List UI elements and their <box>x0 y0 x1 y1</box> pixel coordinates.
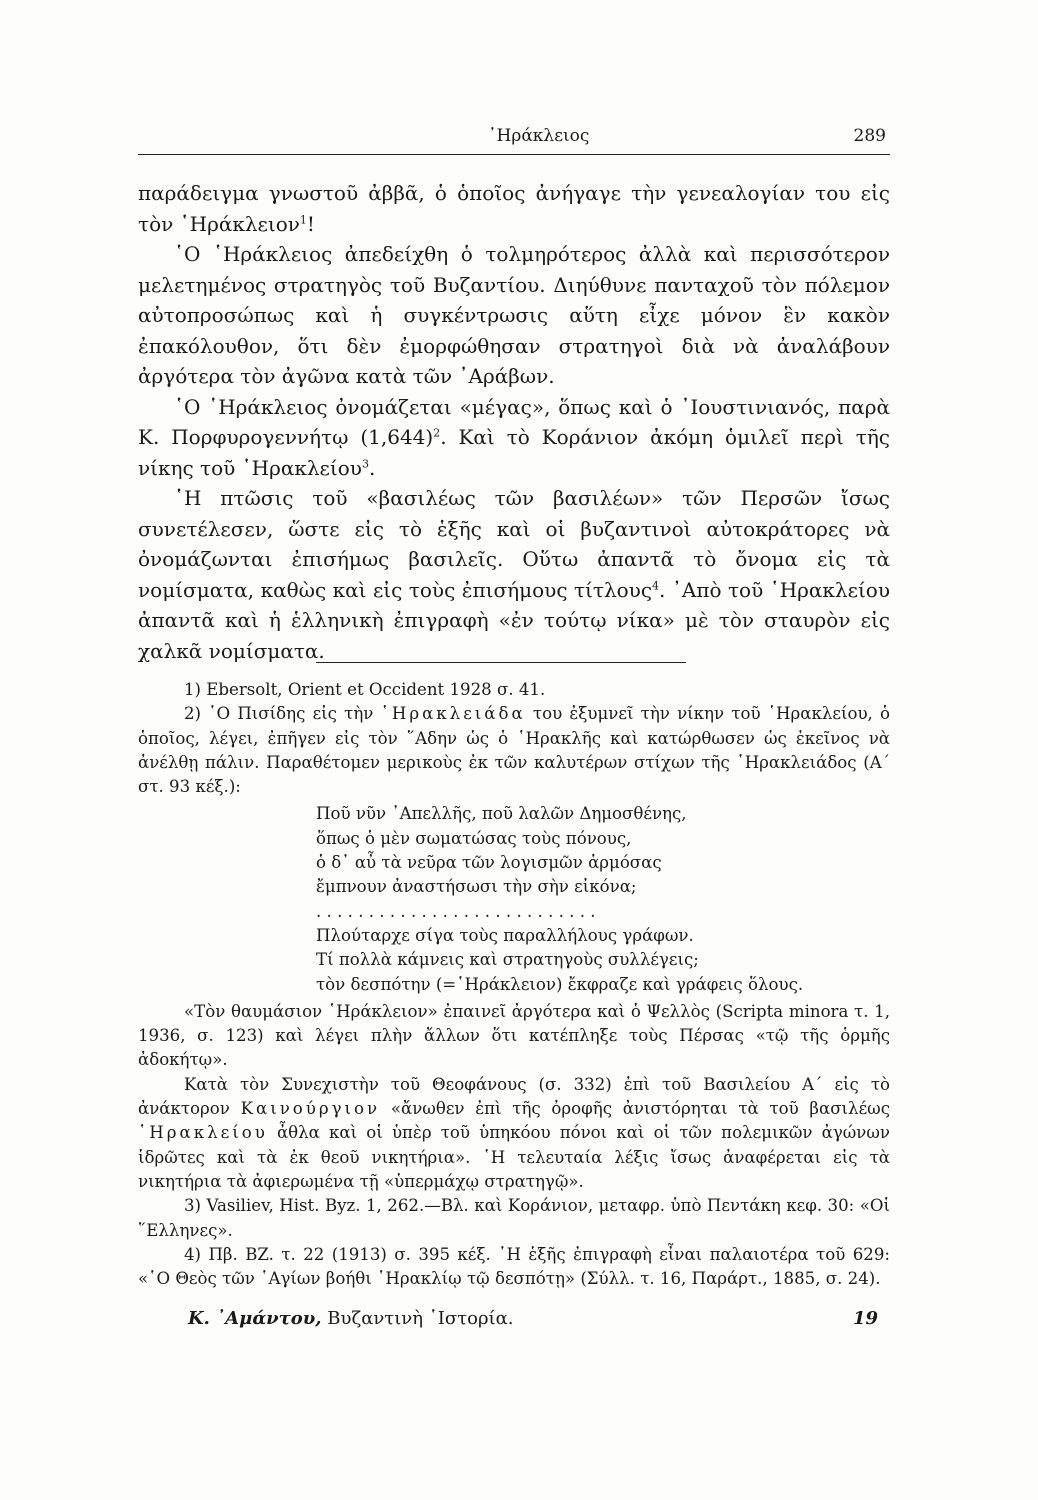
spaced-title: ῾Ηρακλειάδα <box>380 704 526 724</box>
footnotes <box>138 678 890 1291</box>
verse-line: Πλούταρχε σίγα τοὺς παραλλήλους γράφων. <box>316 925 694 945</box>
spaced-name: ῾Ηρακλείου <box>138 1123 268 1143</box>
running-title: ᾿Ηράκλειος <box>488 126 590 146</box>
footnote-ref-2: 2 <box>433 426 441 440</box>
paragraph-4: ῾Η πτῶσις τοῦ «βασιλέως τῶν βασιλέων» τῶν Περσῶν ἴσως συνετέλεσεν, ὥστε εἰς τὸ ἑξῆς καὶ οἱ βυζαντινοὶ αὐτοκράτορες νὰ ὀνομάζωνται ἐπισήμως βασιλεῖς. Οὕτω ἀπαντᾶ τὸ ὄνομα εἰς τὰ νομίσματα, καθὼς καὶ εἰς τοὺς ἐπισήμους τίτλους$^4$. ᾿Απὸ τοῦ ῾Ηρακλείου ἀπαντᾶ καὶ ἡ ἑλληνικὴ ἐπιγραφὴ «ἐν τούτῳ νίκα» μὲ τὸν σταυρὸν εἰς χαλκᾶ νομίσματα. <box>138 486 891 663</box>
verse-line: Ποῦ νῦν ᾿Απελλῆς, ποῦ λαλῶν Δημοσθένης, <box>316 804 687 824</box>
verse-line: ἔμπνουν ἀναστήσωσι τὴν σὴν εἰκόνα; <box>316 877 637 897</box>
page-footer <box>188 1308 878 1336</box>
footnote-2: 2) ῾Ο Πισίδης εἰς τὴν ῾Ηρακλειάδα του ἐξυμνεῖ τὴν νίκην τοῦ ῾Ηρακλείου, ὁ ὁποῖος, λέγει, ἐπῆγεν εἰς τὸν ῞Αδην ὡς ὁ ῾Ηρακλῆς καὶ κατώρθωσεν ὡς ἐκεῖνος νὰ ἀνέλθῃ πάλιν. Παραθέτομεν μερικοὺς ἐκ τῶν καλυτέρων στίχων τῆς ῾Ηρακλειάδος (Α΄ στ. 93 κέξ.): <box>138 704 890 797</box>
verse-line: Τί πολλὰ κάμνεις καὶ στρατηγοὺς συλλέγεις; <box>316 950 699 970</box>
footnote-2-continued: «Τὸν θαυμάσιον ῾Ηράκλειον» ἐπαινεῖ ἀργότερα καὶ ὁ Ψελλὸς (Scripta minora τ. 1, 1936, σ. 123) καὶ λέγει πλὴν ἄλλων ὅτι κατέπληξε τοὺς Πέρσας «τῷ τῆς ὁρμῆς ἀδοκήτῳ». <box>138 1001 890 1070</box>
signature-mark: 19 <box>852 1308 878 1329</box>
verse-line: ὁ δ᾿ αὖ τὰ νεῦρα τῶν λογισμῶν ἁρμόσας <box>316 853 662 873</box>
spaced-name: Καινούργιον <box>240 1099 381 1119</box>
footnote-divider <box>316 662 686 663</box>
book-citation: Κ. ᾿Αμάντου, Βυζαντινὴ ῾Ιστορία. <box>188 1308 514 1329</box>
main-text <box>138 178 890 666</box>
footnote-2-continued-2: Κατὰ τὸν Συνεχιστὴν τοῦ Θεοφάνους (σ. 332) ἐπὶ τοῦ Βασιλείου Α΄ εἰς τὸ ἀνάκτορον Καινούργιον «ἄνωθεν ἐπὶ τῆς ὀροφῆς ἀνιστόρηται τὰ τοῦ βασιλέως ῾Ηρακλείου ἆθλα καὶ οἱ ὑπὲρ τοῦ ὑπηκόου πόνοι καὶ οἱ τῶν πολεμικῶν ἀγώνων ἱδρῶτες καὶ τὰ ἐκ θεοῦ νικητήρια». ῾Η τελευταία λέξις ἴσως ἀναφέρεται εἰς τὰ νικητήρια τὰ ἀφιερωμένα τῇ «ὑπερμάχῳ στρατηγῷ». <box>138 1074 890 1191</box>
verse-quotation <box>316 802 890 996</box>
footnote-ref-4: 4 <box>652 578 660 592</box>
footnote-1: 1) Ebersolt, Orient et Occident 1928 σ. 41. <box>184 680 546 699</box>
paragraph-3: ῾Ο ῾Ηράκλειος ὀνομάζεται «μέγας», ὅπως καὶ ὁ ᾿Ιουστινιανός, παρὰ Κ. Πορφυρογεννήτῳ $(1,644)^2$. Καὶ τὸ Κοράνιον ἀκόμη ὁμιλεῖ περὶ τῆς νίκης τοῦ ῾Ηρακλείου$^3$. <box>138 394 891 480</box>
running-header <box>138 122 890 155</box>
footnote-ref-3: 3 <box>361 456 369 470</box>
footnote-ref-1: 1 <box>299 212 307 226</box>
paragraph-1: παράδειγμα γνωστοῦ ἀββᾶ, ὁ ὁποῖος ἀνήγαγε τὴν γενεαλογίαν του εἰς τὸν ῾Ηράκλειον$^1$! <box>138 181 890 236</box>
footnote-3: 3) Vasiliev, Hist. Byz. 1, 262.—Βλ. καὶ Κοράνιον, μεταφρ. ὑπὸ Πεντάκη κεφ. 30: «Οἱ ῞Ελληνες». <box>138 1196 890 1240</box>
paragraph-2: ῾Ο ῾Ηράκλειος ἀπεδείχθη ὁ τολμηρότερος ἀλλὰ καὶ περισσότερον μελετημένος στρατηγὸς τοῦ Βυζαντίου. Διηύθυνε πανταχοῦ τὸν πόλεμον αὐτοπροσώπως καὶ ἡ συγκέντρωσις αὕτη εἶχε μόνον ἓν κακὸν ἐπακόλουθον, ὅτι δὲν ἐμορφώθησαν στρατηγοὶ διὰ νὰ ἀναλάβουν ἀργότερα τὸν ἀγῶνα κατὰ τῶν ᾿Αράβων. <box>138 242 890 388</box>
verse-line: τὸν δεσπότην (=῾Ηράκλειον) ἔκφραζε καὶ γράφεις ὅλους. <box>316 974 804 994</box>
page-number: 289 <box>853 126 886 146</box>
verse-line: ὅπως ὁ μὲν σωματώσας τοὺς πόνους, <box>316 828 632 848</box>
footnote-4: 4) Πβ. BZ. τ. 22 (1913) σ. 395 κέξ. ῾Η ἑξῆς ἐπιγραφὴ εἶναι παλαιοτέρα τοῦ 629: «῾Ο Θεὸς τῶν ῾Αγίων βοήθι ῾Ηρακλίῳ τῷ δεσπότῃ» (Σύλλ. τ. 16, Παράρτ., 1885, σ. 24). <box>138 1244 890 1289</box>
verse-ellipsis: . . . . . . . . . . . . . . . . . . . . . . . . . . . <box>316 901 596 921</box>
